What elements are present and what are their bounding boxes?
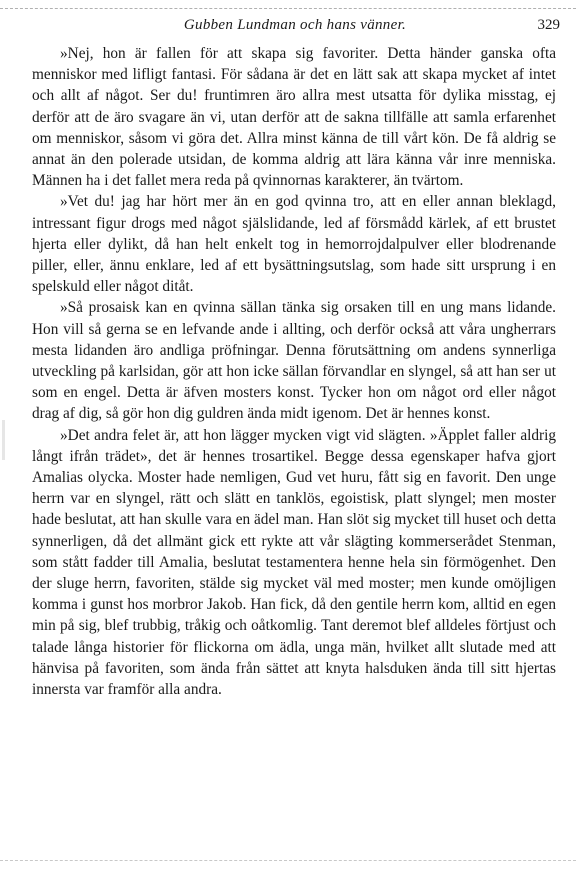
top-edge-line — [0, 8, 576, 10]
body-text — [32, 43, 556, 700]
bottom-edge-line — [0, 860, 576, 862]
running-head — [30, 17, 560, 39]
paragraph: »Så prosaisk kan en qvinna sällan tänka sig orsaken till en ung mans lidande. Hon vill så gerna se en lefvande ande i allting, och derför också att våra ungherrars mesta lidanden äro andliga pröfningar. Denna förutsättning om andens synnerliga utveckling på karlsidan, gör att hon icke sällan förvandlar en slyngel, så att han ser ut som en engel. Detta är äfven mosters konst. Tycker hon om något ord eller något drag af dig, så gör hon dig guldren ända midt igenom. Det är hennes konst. — [32, 299, 556, 423]
paragraph: »Nej, hon är fallen för att skapa sig favoriter. Detta händer ganska ofta menniskor med lifligt fantasi. För sådana är det en lätt sak att skapa mycket af intet och allt af något. Ser du! fruntimren äro allra mest utsatta för dylika misstag, ej derför att de äro svagare än vi, utan derför att de sakna tillfälle att samla erfarenhet om menniskor, såsom vi göra det. Allra minst känna de till vårt kön. De få aldrig se annat än den polerade utsidan, de komma aldrig att lära känna vår inre menniska. Männen ha i det fallet mera reda på qvinnornas karakterer, än tvärtom. — [32, 45, 556, 190]
paragraph: »Vet du! jag har hört mer än en god qvinna tro, att en eller annan bleklagd, intressant figur drogs med något själslidande, led af försmådd kärlek, af ett brustet hjerta eller dylikt, då han helt enkelt tog in hemorrojdalpulver eller blodrenande piller, eller, ännu enklare, led af ett bysättningsutslag, som hade sitt ursprung i en spelskuld eller något ditåt. — [32, 193, 556, 296]
scan-edge-mark — [2, 420, 5, 460]
paragraph: »Det andra felet är, att hon lägger mycken vigt vid slägten. »Äpplet faller aldrig långt ifrån trädet», det är hennes trosartikel. Begge dessa egenskaper hafva gjort Amalias olycka. Moster hade nemligen, Gud vet huru, fått sig en favorit. Den unge herrn var en slyngel, rätt och slätt en tanklös, egoistisk, platt slyngel; men moster hade beslutat, att han skulle vara en ädel man. Han slöt sig mycket till huset och detta synnerligen, då det allmänt gick ett rykte att vår slägting kommerserådet Stenman, som stått fadder till Amalia, beslutat testamentera henne hela sin förmögenhet. Den der sluge herrn, favoriten, stälde sig mycket väl med moster; men kunde omöjligen komma i gunst hos morbror Jakob. Han fick, då den gentile herrn kom, alltid en egen min på sig, blef trubbig, tråkig och oåtkomlig. Tant deremot blef alldeles förtjust och talade långa historier för flickorna om ädla, unga män, hvilket allt slutade med att hänvisa på favoriten, som ända från sättet att knyta halsduken ända till sitt hjertas innersta var framför alla andra. — [32, 426, 556, 699]
page-number: 329 — [537, 17, 560, 33]
running-title: Gubben Lundman och hans vänner. — [183, 17, 407, 33]
